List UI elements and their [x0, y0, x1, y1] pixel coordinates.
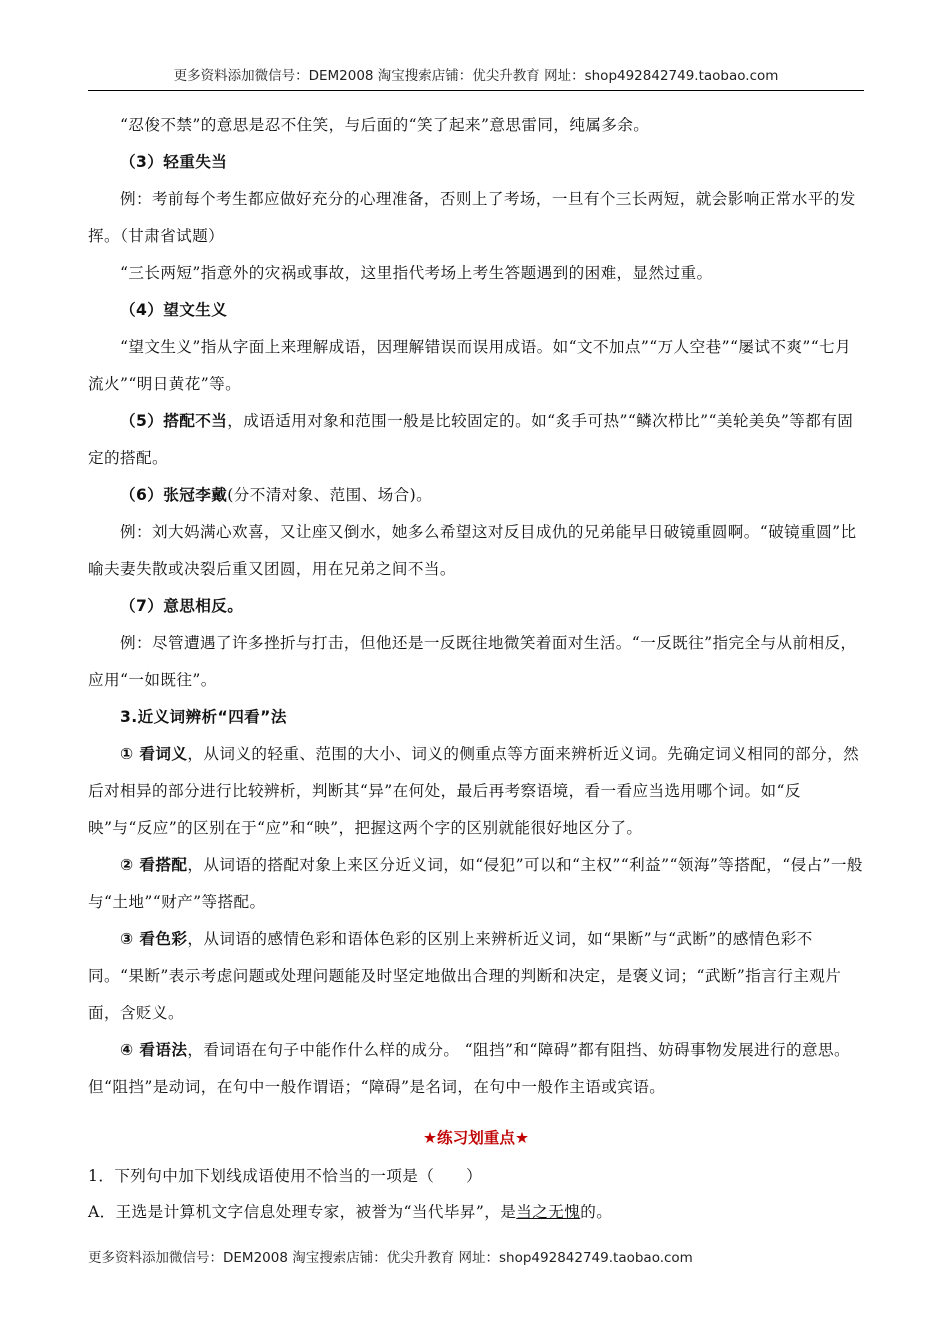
paragraph: 例：考前每个考生都应做好充分的心理准备，否则上了考场，一旦有个三长两短，就会影响正常水平的发挥。（甘肃省试题）: [88, 190, 856, 245]
option-text: A．王选是计算机文字信息处理专家，被誉为“当代毕昇”，是: [88, 1203, 517, 1221]
method-label: ④ 看语法: [120, 1041, 188, 1059]
paragraph: [88, 736, 864, 847]
inline-heading: （5）搭配不当: [120, 412, 228, 430]
paragraph: 例：尽管遭遇了许多挫折与打击，但他还是一反既往地微笑着面对生活。“一反既往”指完全与从前相反，应用“一如既往”。: [88, 634, 857, 689]
paragraph: “三长两短”指意外的灾祸或事故，这里指代考场上考生答题遇到的困难，显然过重。: [120, 264, 713, 282]
underlined-idiom: 当之无愧: [516, 1203, 581, 1221]
paragraph-text: ，看词语在句子中能作什么样的成分。 “阻挡”和“障碍”都有阻挡、妨碍事物发展进行的意思。但“阻挡”是动词，在句中一般作谓语；“障碍”是名词，在句中一般作主语或宾语。: [88, 1041, 851, 1096]
paragraph-text: ，从词义的轻重、范围的大小、词义的侧重点等方面来辨析近义词。先确定词义相同的部分，然后对相异的部分进行比较辨析，判断其“异”在何处，最后再考察语境，看一看应当选用哪个词。如“反映”与“反应”的区别在于“应”和“映”，把握这两个字的区别就能很好地区分了。: [88, 745, 860, 837]
method-label: ① 看词义: [120, 745, 188, 763]
paragraph: [88, 403, 864, 477]
paragraph-text: ，成语适用对象和范围一般是比较固定的。如“炙手可热”“鳞次栉比”“美轮美奂”等都有固定的搭配。: [88, 412, 854, 467]
paragraph: “望文生义”指从字面上来理解成语，因理解错误而误用成语。如“文不加点”“万人空巷”“屡试不爽”“七月流火”“明日黄花”等。: [88, 338, 852, 393]
paragraph-text: ，从词语的搭配对象上来区分近义词，如“侵犯”可以和“主权”“利益”“领海”等搭配，“侵占”一般与“土地”“财产”等搭配。: [88, 856, 863, 911]
paragraph-text: ，从词语的感情色彩和语体色彩的区别上来辨析近义词，如“果断”与“武断”的感情色彩不同。“果断”表示考虑问题或处理问题能及时坚定地做出合理的判断和决定，是褒义词；“武断”指言行主观片面，含贬义。: [88, 930, 842, 1022]
page-footer: 更多资料添加微信号：DEM2008 淘宝搜索店铺：优尖升教育 网址：shop492842749.taobao.com: [88, 1250, 693, 1266]
main-content: [88, 107, 864, 1106]
section-heading: 3.近义词辨析“四看”法: [120, 708, 287, 726]
paragraph-text: (分不清对象、范围、场合)。: [227, 486, 433, 504]
inline-heading: （6）张冠李戴: [120, 486, 228, 504]
paragraph: 例：刘大妈满心欢喜，又让座又倒水，她多么希望这对反目成仇的兄弟能早日破镜重圆啊。“破镜重圆”比喻夫妻失散或决裂后重又团圆，用在兄弟之间不当。: [88, 523, 857, 578]
question-stem: 1．下列句中加下划线成语使用不恰当的一项是（ ）: [88, 1167, 483, 1185]
page-header: 更多资料添加微信号：DEM2008 淘宝搜索店铺：优尖升教育 网址：shop492842749.taobao.com: [88, 64, 864, 91]
answer-option-a: [88, 1200, 864, 1222]
paragraph: [88, 477, 864, 514]
practice-title: ★练习划重点★: [423, 1129, 529, 1147]
paragraph: “忍俊不禁”的意思是忍不住笑，与后面的“笑了起来”意思雷同，纯属多余。: [120, 116, 650, 134]
section-heading: （7）意思相反。: [120, 597, 244, 615]
paragraph: [88, 921, 864, 1032]
paragraph: [88, 847, 864, 921]
paragraph: [88, 1032, 864, 1106]
method-label: ③ 看色彩: [120, 930, 188, 948]
method-label: ② 看搭配: [120, 856, 188, 874]
section-heading: （4）望文生义: [120, 301, 228, 319]
option-text: 的。: [580, 1203, 613, 1221]
section-heading: （3）轻重失当: [120, 153, 228, 171]
